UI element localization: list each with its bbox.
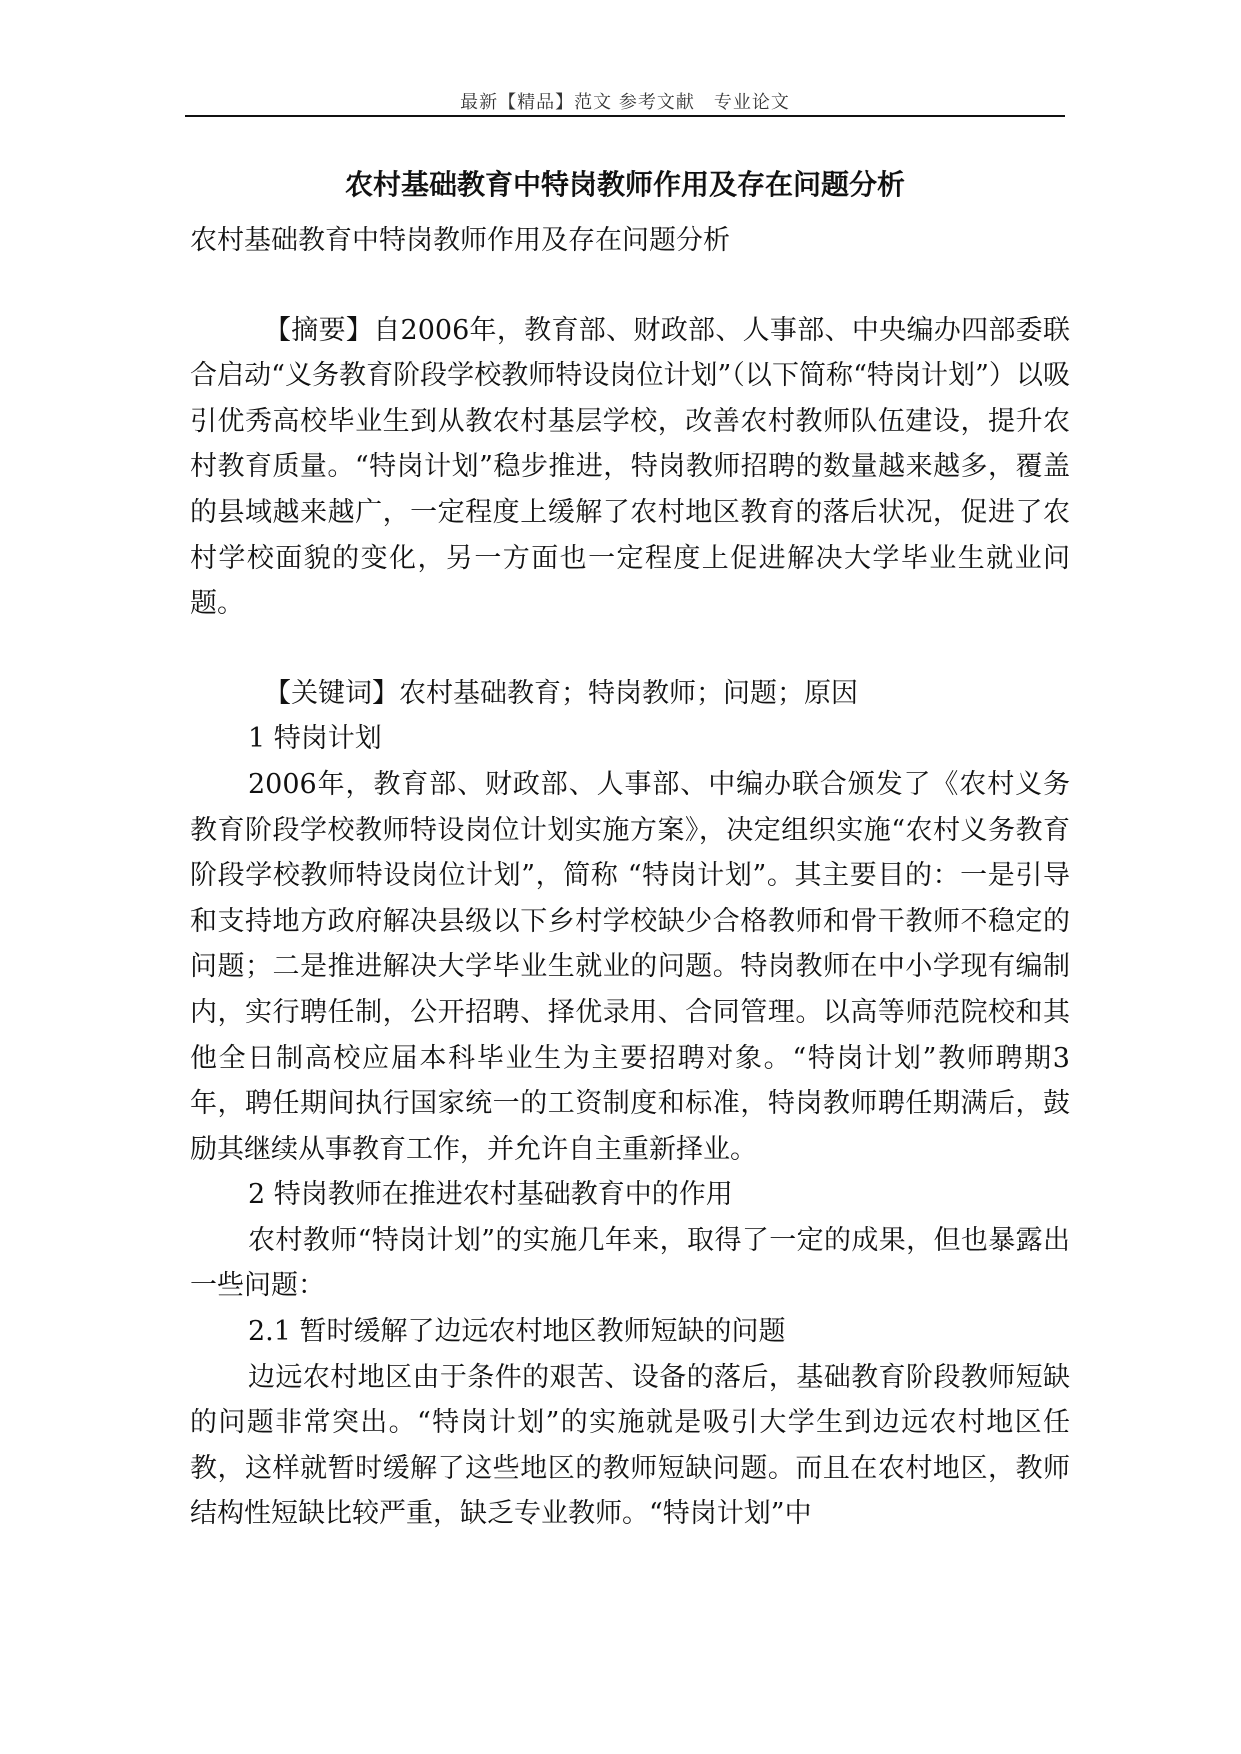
abstract-paragraph: 【摘要】自2006年，教育部、财政部、人事部、中央编办四部委联合启动“义务教育阶段学校教师特设岗位计划”（以下简称“特岗计划”）以吸引优秀高校毕业生到从教农村基层学校，改善农村教师队伍建设，提升农村教育质量。“特岗计划”稳步推进，特岗教师招聘的数量越来越多，覆盖的县域越来越广，一定程度上缓解了农村地区教育的落后状况，促进了农村学校面貌的变化，另一方面也一定程度上促进解决大学毕业生就业问题。: [190, 314, 1070, 620]
document-body: [190, 218, 1070, 1537]
section-2-1-paragraph: 边远农村地区由于条件的艰苦、设备的落后，基础教育阶段教师短缺的问题非常突出。“特岗计划”的实施就是吸引大学生到边远农村地区任教，这样就暂时缓解了这些地区的教师短缺问题。而且在农村地区，教师结构性短缺比较严重，缺乏专业教师。“特岗计划”中: [190, 1361, 1070, 1530]
section-1-heading: 1 特岗计划: [248, 723, 382, 755]
header-divider: [185, 115, 1065, 117]
page-header: 最新【精品】范文 参考文献 专业论文: [460, 92, 790, 113]
section-1-paragraph: 2006年，教育部、财政部、人事部、中编办联合颁发了《农村义务教育阶段学校教师特设岗位计划实施方案》，决定组织实施“农村义务教育阶段学校教师特设岗位计划”，简称 “特岗计划”。其主要目的：一是引导和支持地方政府解决县级以下乡村学校缺少合格教师和骨干教师不稳定的问题；二是推进解决大学毕业生就业的问题。特岗教师在中小学现有编制内，实行聘任制，公开招聘、择优录用、合同管理。以高等师范院校和其他全日制高校应届本科毕业生为主要招聘对象。“特岗计划”教师聘期3年，聘任期间执行国家统一的工资制度和标准，特岗教师聘任期满后，鼓励其继续从事教育工作，并允许自主重新择业。: [190, 768, 1070, 1165]
section-2-1-heading: 2.1 暂时缓解了边远农村地区教师短缺的问题: [248, 1316, 786, 1348]
document-title: 农村基础教育中特岗教师作用及存在问题分析: [344, 168, 905, 201]
keywords-paragraph: 【关键词】农村基础教育；特岗教师；问题；原因: [264, 677, 858, 709]
section-2-paragraph: 农村教师“特岗计划”的实施几年来，取得了一定的成果，但也暴露出一些问题：: [190, 1224, 1070, 1302]
section-2-heading: 2 特岗教师在推进农村基础教育中的作用: [248, 1179, 733, 1211]
document-subtitle: 农村基础教育中特岗教师作用及存在问题分析: [190, 225, 730, 256]
